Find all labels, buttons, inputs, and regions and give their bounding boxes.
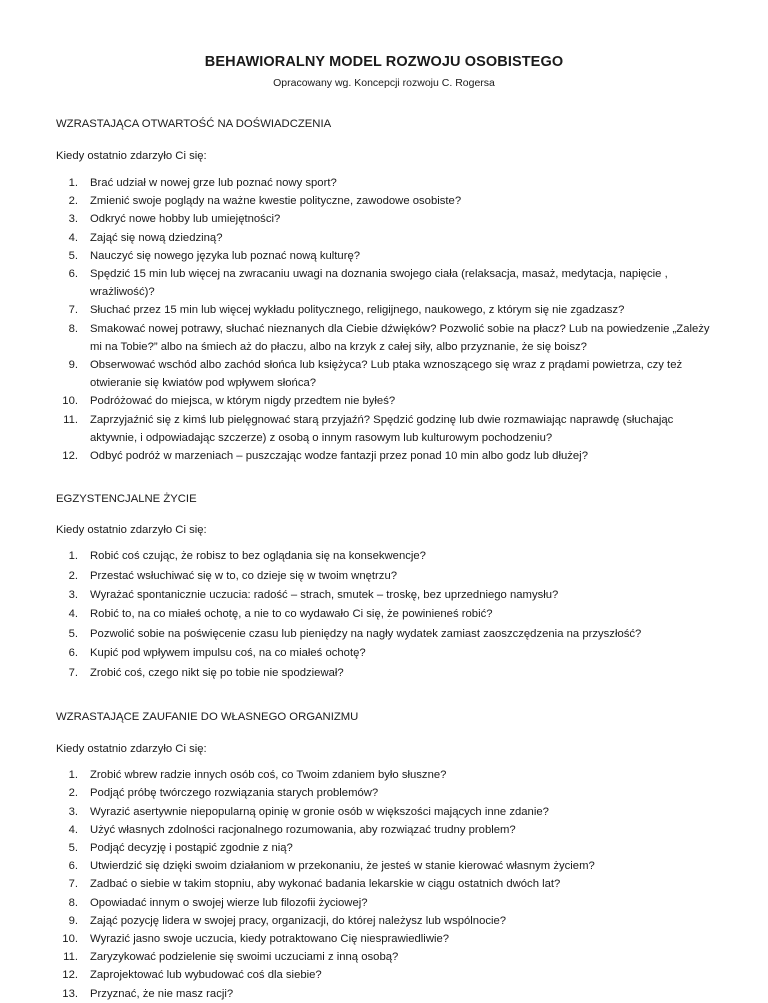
list-item-text: Podjąć decyzję i postąpić zgodnie z nią? [90, 841, 293, 854]
section-intro: Kiedy ostatnio zdarzyło Ci się: [56, 743, 207, 756]
list-item-number: 6. [68, 647, 78, 660]
list-item [56, 301, 712, 319]
list-item [56, 247, 712, 265]
list-item-number: 1. [68, 177, 78, 189]
list-item-number: 2. [68, 569, 78, 582]
list-item-text: Zadbać o siebie w takim stopniu, aby wykonać badania lekarskie w ciągu ostatnich dwóch lat? [90, 878, 561, 891]
list-item-number: 6. [68, 268, 78, 281]
list-item-text: Pozwolić sobie na poświęcenie czasu lub pieniędzy na nagły wydatek zamiast zaoszczędzenia na przyszłość? [90, 627, 642, 640]
list-item [56, 586, 712, 605]
list-item-text: Zaryzykować podzielenie się swoimi uczuciami z inną osobą? [90, 951, 399, 964]
list-item [56, 644, 712, 663]
list-item-number: 13. [62, 987, 78, 1000]
list-item-text: Odkryć nowe hobby lub umiejętności? [90, 213, 281, 226]
list-item-text: Obserwować wschód albo zachód słońca lub księżyca? Lub ptaka wznoszącego się wraz z prądami powietrza, czy też otwieranie się kwiatów pod wpływem słońca? [90, 359, 683, 390]
list-item [56, 210, 712, 228]
page-title: BEHAWIORALNY MODEL ROZWOJU OSOBISTEGO [204, 54, 564, 70]
list-item-number: 3. [68, 805, 78, 818]
list-item [56, 447, 712, 465]
list-item [56, 547, 712, 566]
list-item [56, 894, 712, 912]
section-heading: WZRASTAJĄCE ZAUFANIE DO WŁASNEGO ORGANIZMU [56, 711, 359, 724]
list-item-number: 8. [68, 322, 78, 335]
list-item [56, 821, 712, 839]
list-item [56, 192, 712, 210]
list-item [56, 966, 712, 984]
list-item-number: 9. [68, 914, 78, 927]
page-subtitle: Opracowany wg. Koncepcji rozwoju C. Rogersa [273, 77, 495, 89]
list-item-number: 1. [68, 769, 78, 782]
list-item-text: Zaprojektować lub wybudować coś dla siebie? [90, 969, 322, 982]
list-item-text: Zająć pozycję lidera w swojej pracy, organizacji, do której należysz lub wspólnocie? [90, 914, 507, 927]
list-item-number: 11. [63, 413, 78, 426]
list-item-text: Opowiadać innym o swojej wierze lub filozofii życiowej? [90, 896, 368, 909]
list-item-text: Robić coś czując, że robisz to bez oglądania się na konsekwencje? [90, 550, 426, 563]
list-item [56, 625, 712, 644]
list-item-text: Utwierdzić się dzięki swoim działaniom w przekonaniu, że jesteś w stanie kierować własnym życiem? [90, 860, 595, 873]
list-item-number: 5. [68, 249, 78, 262]
list-item-text: Zrobić coś, czego nikt się po tobie nie spodziewał? [90, 666, 344, 679]
list-item-number: 4. [68, 231, 78, 244]
list-item [56, 766, 712, 784]
list-item [56, 567, 712, 586]
list-item [56, 948, 712, 966]
list-item [56, 784, 712, 802]
list-item [56, 839, 712, 857]
list-item [56, 803, 712, 821]
list-item-text: Nauczyć się nowego języka lub poznać nową kulturę? [90, 249, 361, 262]
list-item-text: Użyć własnych zdolności racjonalnego rozumowania, aby rozwiązać trudny problem? [90, 823, 516, 836]
list-item [56, 392, 712, 410]
list-item-number: 3. [68, 589, 78, 602]
list-item-text: Smakować nowej potrawy, słuchać nieznanych dla Ciebie dźwięków? Pozwolić sobie na płacz? Lub na powiedzenie „Zależy mi na Tobie?” albo na śmiech aż do płaczu, albo na krzyk z całej siły, albo przyznanie, że się boisz? [90, 322, 710, 353]
list-item-number: 1. [68, 550, 78, 563]
list-item [56, 664, 712, 683]
list-item-number: 7. [68, 878, 78, 891]
section-organism-trust [56, 710, 712, 1003]
list-item-text: Zająć się nową dziedziną? [90, 231, 223, 244]
list-item-text: Brać udział w nowej grze lub poznać nowy sport? [90, 177, 337, 189]
list-item [56, 930, 712, 948]
list-item [56, 229, 712, 247]
list-item-text: Zaprzyjaźnić się z kimś lub pielęgnować starą przyjaźń? Spędzić godzinę lub dwie rozmawiając naprawdę (słuchając aktywnie, i odpowiadając szczerze) z osobą o innym rasowym lub kulturowym pochodzeniu? [90, 413, 674, 444]
list-item [56, 174, 712, 192]
question-list [56, 174, 712, 465]
list-item-number: 10. [62, 932, 78, 945]
list-item-text: Wyrazić asertywnie niepopularną opinię w gronie osób w większości mających inne zdanie? [90, 805, 549, 818]
list-item [56, 857, 712, 875]
list-item-number: 2. [68, 195, 78, 208]
list-item-number: 12. [62, 450, 78, 463]
list-item-number: 10. [62, 395, 78, 408]
section-intro: Kiedy ostatnio zdarzyło Ci się: [56, 150, 207, 162]
list-item-number: 8. [68, 896, 78, 909]
list-item-text: Przyznać, że nie masz racji? [90, 987, 234, 1000]
list-item-text: Słuchać przez 15 min lub więcej wykładu politycznego, religijnego, naukowego, z którym się nie zgadzasz? [90, 304, 625, 317]
list-item-number: 4. [68, 823, 78, 836]
list-item-text: Przestać wsłuchiwać się w to, co dzieje się w twoim wnętrzu? [90, 569, 398, 582]
question-list [56, 547, 712, 683]
list-item-text: Wyrażać spontanicznie uczucia: radość – strach, smutek – troskę, bez uprzedniego namysłu? [90, 589, 559, 602]
list-item [56, 875, 712, 893]
section-openness [56, 117, 712, 465]
list-item-text: Robić to, na co miałeś ochotę, a nie to co wydawało Ci się, że powinieneś robić? [90, 608, 493, 621]
list-item-number: 11. [63, 951, 78, 964]
question-list [56, 766, 712, 1003]
list-item [56, 356, 712, 392]
list-item [56, 605, 712, 624]
list-item [56, 265, 712, 301]
list-item-text: Podjąć próbę twórczego rozwiązania starych problemów? [90, 787, 379, 800]
list-item-number: 3. [68, 213, 78, 226]
section-heading: WZRASTAJĄCA OTWARTOŚĆ NA DOŚWIADCZENIA [56, 118, 332, 130]
list-item-text: Kupić pod wpływem impulsu coś, na co miałeś ochotę? [90, 647, 366, 660]
list-item-number: 2. [68, 787, 78, 800]
list-item-number: 5. [68, 841, 78, 854]
list-item [56, 912, 712, 930]
list-item-number: 9. [68, 359, 78, 372]
section-existential-living [56, 492, 712, 683]
list-item-number: 6. [68, 860, 78, 873]
list-item-number: 7. [68, 304, 78, 317]
list-item-number: 7. [68, 666, 78, 679]
list-item-text: Zmienić swoje poglądy na ważne kwestie polityczne, zawodowe osobiste? [90, 195, 462, 208]
list-item-number: 4. [68, 608, 78, 621]
list-item-text: Odbyć podróż w marzeniach – puszczając wodze fantazji przez ponad 10 min albo godz lub dłużej? [90, 450, 588, 463]
section-intro: Kiedy ostatnio zdarzyło Ci się: [56, 524, 207, 537]
list-item-number: 5. [68, 627, 78, 640]
section-heading: EGZYSTENCJALNE ŻYCIE [56, 493, 197, 506]
list-item-number: 12. [62, 969, 78, 982]
list-item-text: Spędzić 15 min lub więcej na zwracaniu uwagi na doznania swojego ciała (relaksacja, masaż, medytacja, napięcie , wrażliwość)? [90, 268, 668, 299]
list-item-text: Zrobić wbrew radzie innych osób coś, co Twoim zdaniem było słuszne? [90, 769, 447, 782]
list-item [56, 411, 712, 447]
list-item [56, 320, 712, 356]
list-item-text: Wyrazić jasno swoje uczucia, kiedy potraktowano Cię niesprawiedliwie? [90, 932, 450, 945]
list-item-text: Podróżować do miejsca, w którym nigdy przedtem nie byłeś? [90, 395, 396, 408]
